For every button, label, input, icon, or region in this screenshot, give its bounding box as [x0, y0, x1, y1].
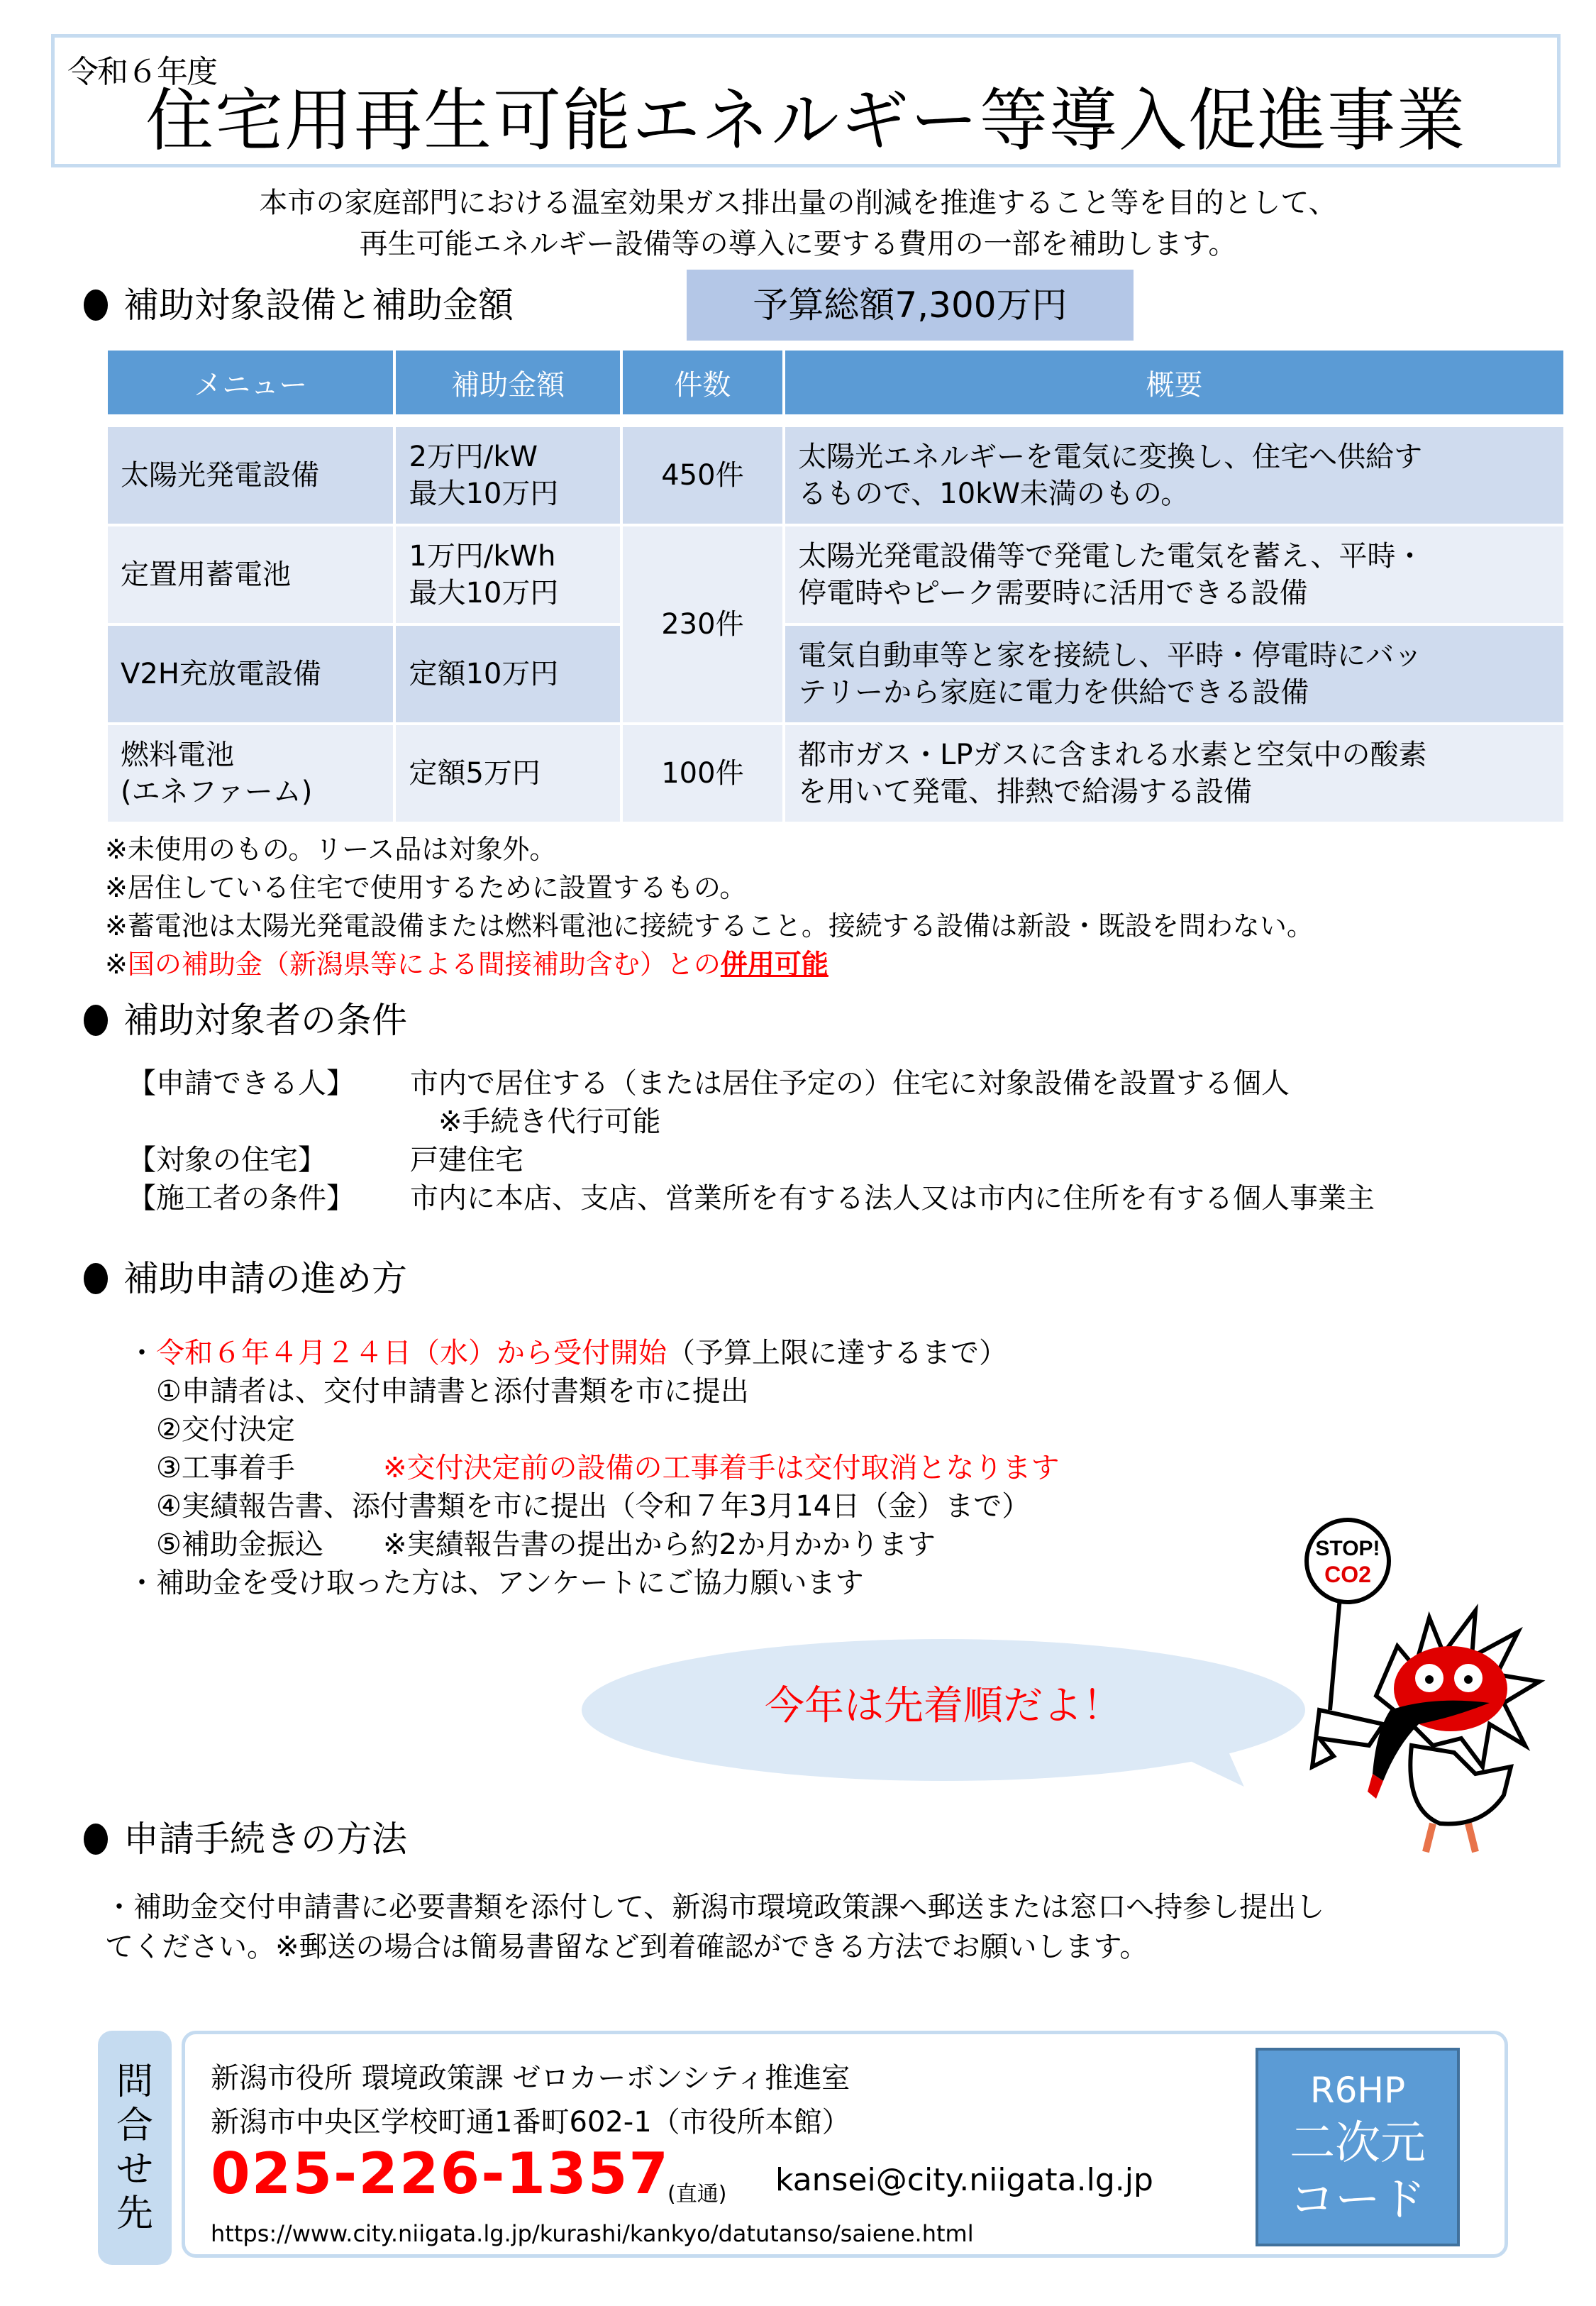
svg-text:STOP!: STOP!: [1315, 1537, 1380, 1560]
summary-cell: 電気自動車等と家を接続し、平時・停電時にバッ テリーから家庭に電力を供給できる設備: [785, 626, 1563, 722]
svg-text:CO2: CO2: [1324, 1562, 1371, 1587]
step-item: ②交付決定: [156, 1413, 295, 1446]
menu-cell: 定置用蓄電池: [108, 526, 393, 623]
start-date-line: ・令和６年４月２４日（水）から受付開始（予算上限に達するまで）: [128, 1337, 1007, 1369]
step-item: ⑤補助金振込 ※実績報告書の提出から約2か月かかります: [156, 1528, 936, 1561]
note-item: ※未使用のもの。リース品は対象外。: [105, 834, 557, 865]
table-row: [108, 526, 1563, 623]
intro-line-1: 本市の家庭部門における温室効果ガス排出量の削減を推進すること等を目的として、: [259, 187, 1337, 219]
table-row: [108, 725, 1563, 822]
amount-cell: 定額5万円: [396, 725, 619, 822]
notes-list: [105, 830, 1314, 983]
speech-bubble-text: 今年は先着順だよ！: [765, 1683, 1122, 1729]
summary-cell: 太陽光発電設備等で発電した電気を蓄え、平時・ 停電時やピーク需要時に活用できる設備: [785, 526, 1563, 623]
count-cell: 100件: [623, 725, 782, 822]
note-item-combined-use: ※国の補助金（新潟県等による間接補助含む）との併用可能: [105, 949, 829, 980]
section-heading-eligibility: [84, 999, 407, 1042]
summary-cell: 都市ガス・LPガスに含まれる水素と空気中の酸素 を用いて発電、排熱で給湯する設備: [785, 725, 1563, 822]
menu-cell: V2H充放電設備: [108, 626, 393, 722]
eligibility-row: 【対象の住宅】 戸建住宅: [128, 1144, 523, 1176]
count-cell: 450件: [623, 427, 782, 524]
eligibility-row: 【施工者の条件】 市内に本店、支店、営業所を有する法人又は市内に住所を有する個人事業主: [128, 1182, 1375, 1215]
eligibility-row: 【申請できる人】 市内で居住する（または居住予定の）住宅に対象設備を設置する個人: [128, 1067, 1290, 1100]
contact-phone-note: (直通): [667, 2182, 727, 2207]
section-heading-text: 補助対象設備と補助金額: [123, 285, 514, 326]
process-steps: [128, 1334, 1060, 1602]
table-header-row: [108, 351, 1563, 414]
menu-cell: 燃料電池 (エネファーム): [108, 725, 393, 822]
col-header-summary: 概要: [785, 351, 1563, 414]
table-row: [108, 427, 1563, 524]
method-line-1: ・補助金交付申請書に必要書類を添付して、新潟市環境政策課へ郵送または窓口へ持参し提出し: [105, 1891, 1325, 1924]
contact-address: 新潟市中央区学校町通1番町602-1（市役所本館）: [211, 2106, 850, 2139]
survey-line: ・補助金を受け取った方は、アンケートにご協力願います: [128, 1567, 864, 1599]
section-heading-process: [84, 1257, 407, 1300]
section-heading-method: [84, 1818, 407, 1860]
qr-code-placeholder[interactable]: R6HP 二次元 コード: [1256, 2048, 1460, 2246]
title-box: [51, 34, 1561, 167]
summary-cell: 太陽光エネルギーを電気に変換し、住宅へ供給す るもので、10kW未満のもの。: [785, 427, 1563, 524]
subsidy-table: [105, 348, 1566, 824]
budget-badge: 予算総額7,300万円: [687, 270, 1134, 341]
intro-line-2: 再生可能エネルギー設備等の導入に要する費用の一部を補助します。: [359, 228, 1237, 260]
page-title: 住宅用再生可能エネルギー等導入促進事業: [145, 81, 1466, 160]
contact-label-tab: 問 合 せ 先: [98, 2031, 172, 2265]
amount-cell: 定額10万円: [396, 626, 619, 722]
amount-cell: 2万円/kW 最大10万円: [396, 427, 619, 524]
note-item: ※蓄電池は太陽光発電設備または燃料電池に接続すること。接続する設備は新設・既設を問わない。: [105, 910, 1314, 942]
col-header-count: 件数: [623, 351, 782, 414]
contact-email-link[interactable]: kansei@city.niigata.lg.jp: [775, 2162, 1153, 2198]
table-row: [108, 626, 1563, 722]
fiscal-year-label: 令和６年度: [67, 54, 216, 90]
note-item: ※居住している住宅で使用するために設置するもの。: [105, 872, 747, 903]
step-item: ①申請者は、交付申請書と添付書類を市に提出: [156, 1375, 749, 1408]
bullet-icon: [84, 1005, 108, 1036]
step-item: ③工事着手 ※交付決定前の設備の工事着手は交付取消となります: [156, 1452, 1060, 1484]
contact-url-link[interactable]: https://www.city.niigata.lg.jp/kurashi/kankyo/datutanso/saiene.html: [211, 2220, 974, 2247]
bullet-icon: [84, 1263, 108, 1294]
bullet-icon: [84, 1824, 108, 1855]
eligibility-row: ※手続き代行可能: [410, 1105, 661, 1138]
intro-text: [71, 183, 1525, 268]
bullet-icon: [84, 289, 108, 321]
mascot-stop-co2-icon: [1291, 1511, 1561, 1866]
method-line-2: てください。※郵送の場合は簡易書留など到着確認ができる方法でお願いします。: [105, 1931, 1148, 1963]
eligibility-list: [128, 1064, 1375, 1218]
contact-phone[interactable]: 025-226-1357: [211, 2141, 670, 2207]
contact-org: 新潟市役所 環境政策課 ゼロカーボンシティ推進室: [211, 2062, 850, 2095]
section-heading-text: 補助対象者の条件: [123, 1000, 407, 1041]
amount-cell: 1万円/kWh 最大10万円: [396, 526, 619, 623]
method-text: [105, 1887, 1538, 1967]
section-heading-text: 申請手続きの方法: [123, 1819, 407, 1860]
section-heading-equipment: [84, 284, 514, 326]
section-heading-text: 補助申請の進め方: [123, 1258, 407, 1299]
col-header-menu: メニュー: [108, 351, 393, 414]
menu-cell: 太陽光発電設備: [108, 427, 393, 524]
col-header-amount: 補助金額: [396, 351, 619, 414]
count-cell-merged: 230件: [623, 526, 782, 722]
step-item: ④実績報告書、添付書類を市に提出（令和７年3月14日（金）まで）: [156, 1490, 1031, 1523]
